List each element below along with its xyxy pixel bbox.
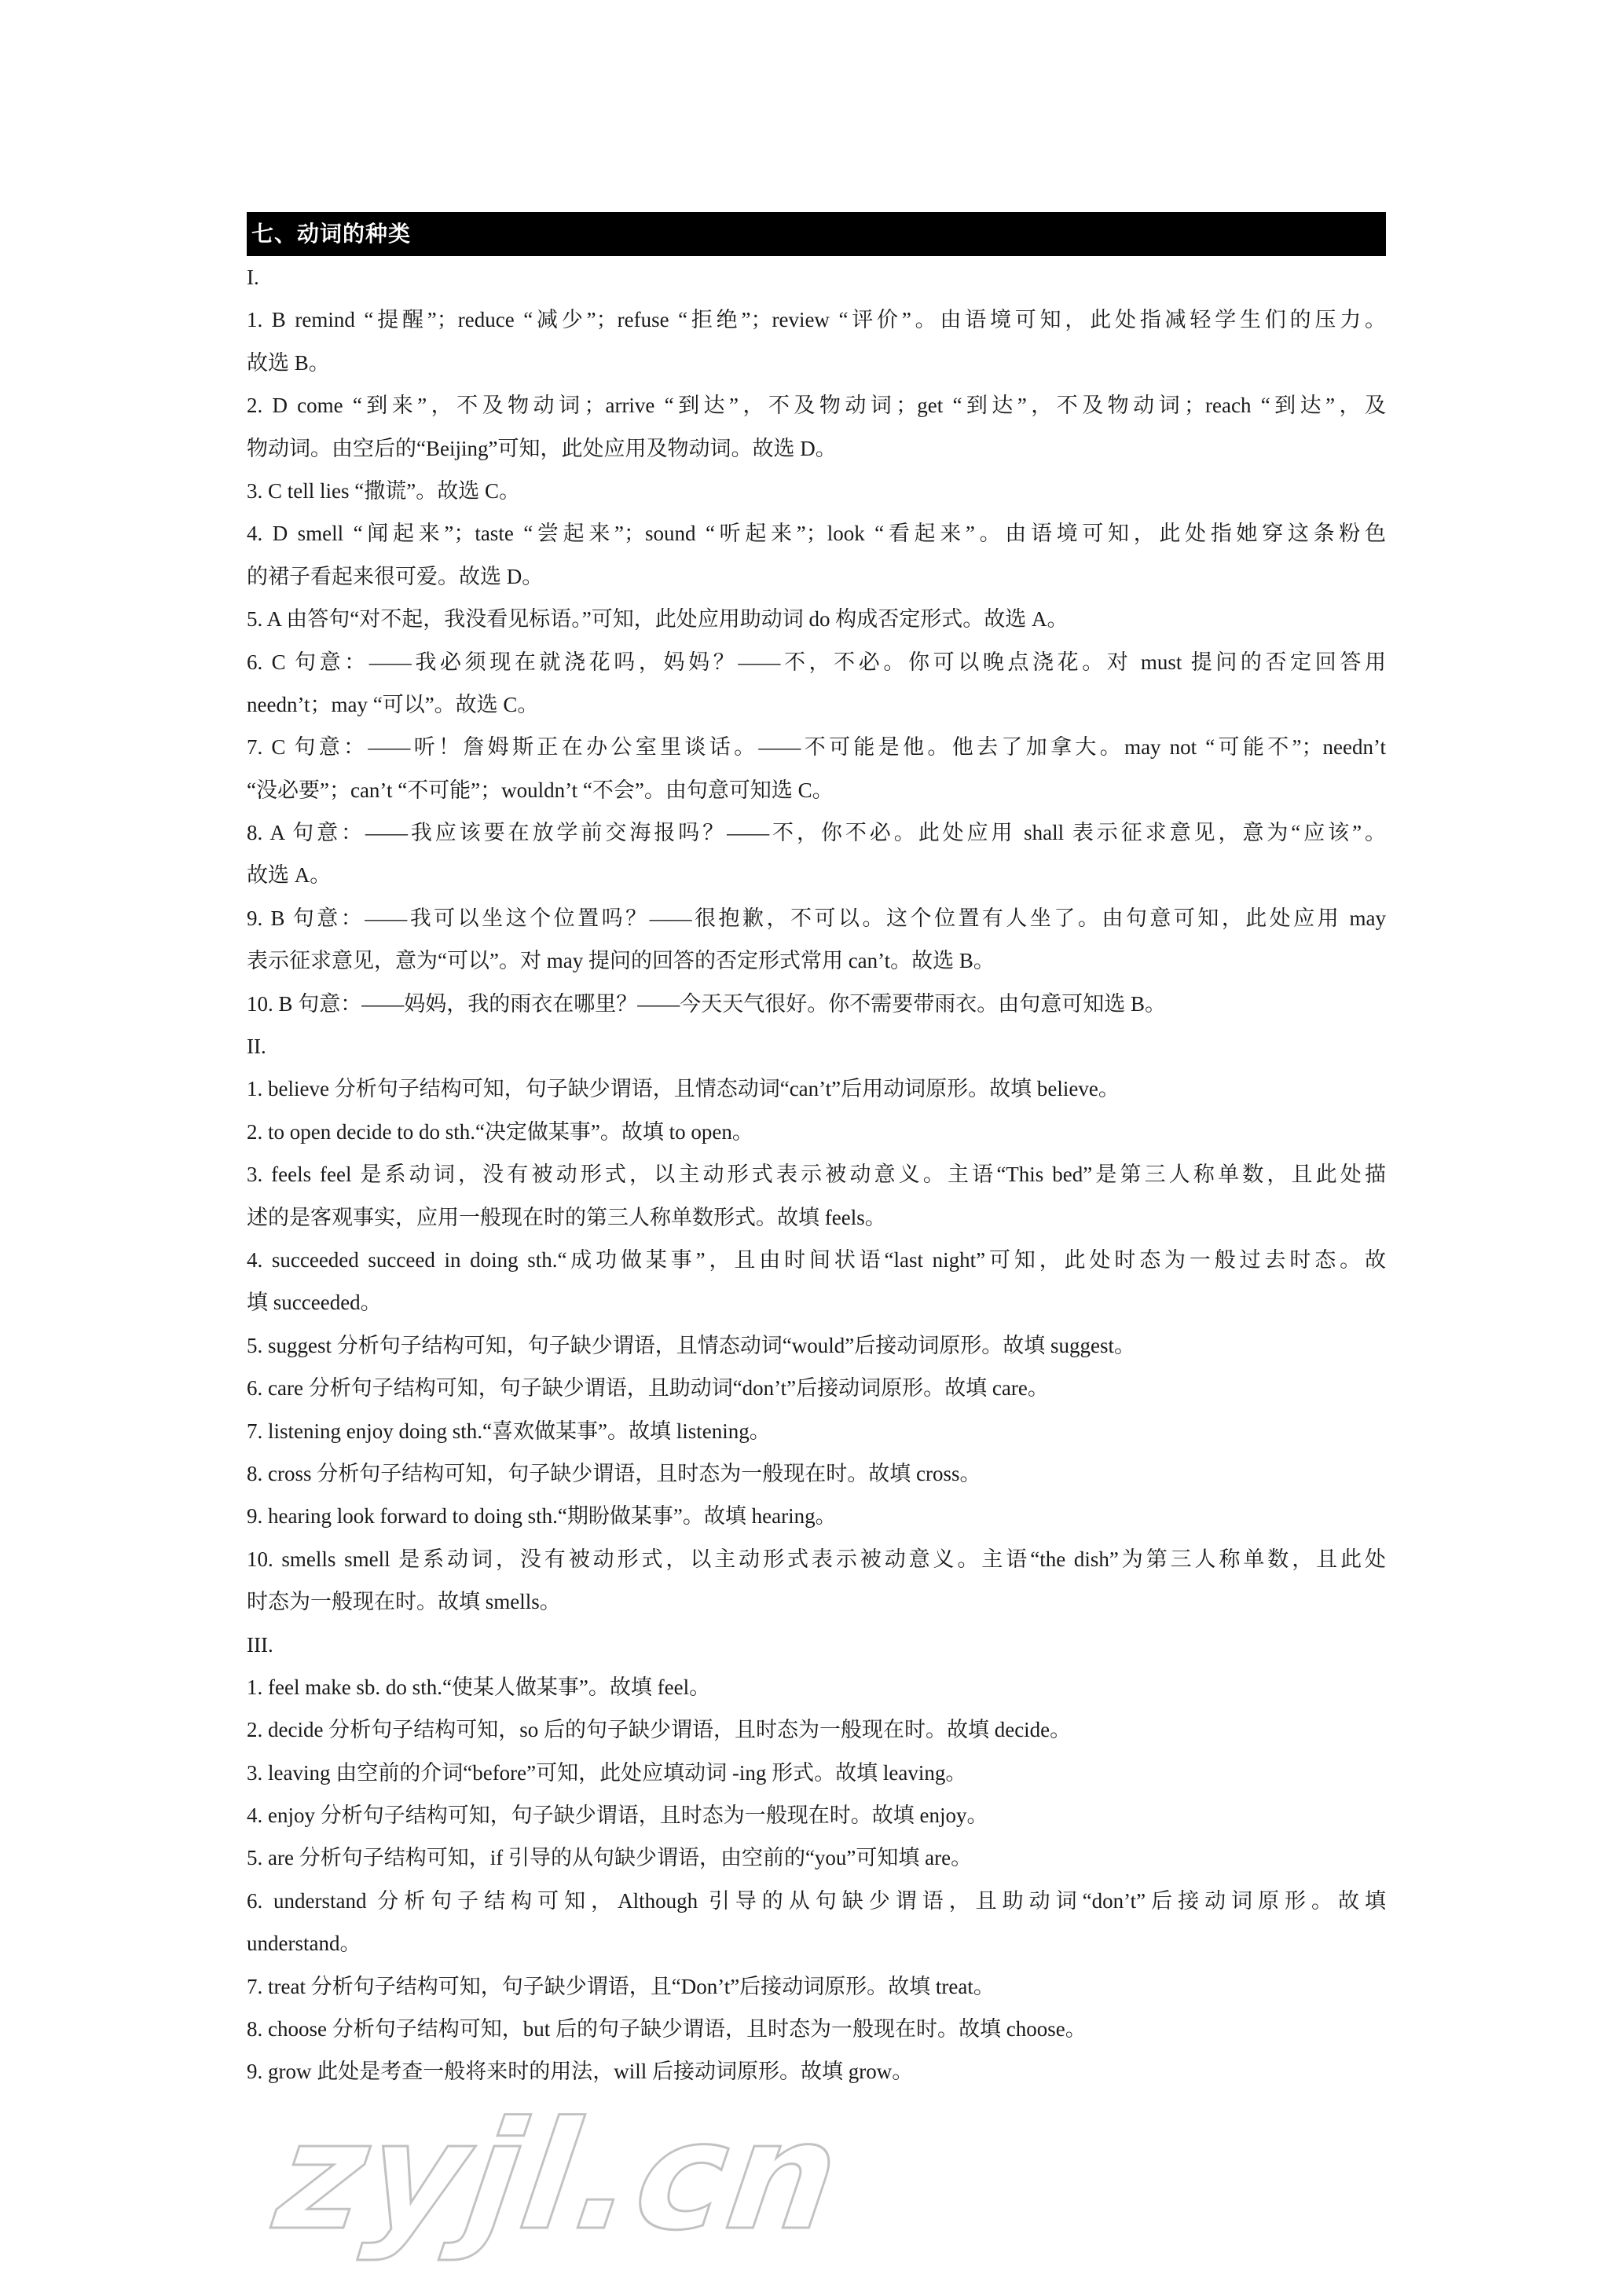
text-line: 2. to open decide to do sth.“决定做某事”。故填 to open。: [247, 1119, 753, 1144]
text-line: III.: [247, 1632, 273, 1657]
text-line: 5. A 由答句“对不起，我没看见标语。”可知，此处应用助动词 do 构成否定形式。故选 A。: [247, 607, 1069, 632]
text-line: 2. decide 分析句子结构可知，so 后的句子缺少谓语，且时态为一般现在时。故填 decide。: [247, 1718, 1072, 1742]
text-line: 3. feels feel 是系动词，没有被动形式，以主动形式表示被动意义。主语“This bed”是第三人称单数，且此处描: [247, 1163, 1386, 1187]
answer-lines: [247, 256, 1386, 2093]
text-line: 故选 B。: [247, 350, 330, 375]
text-line: 物动词。由空后的“Beijing”可知，此处应用及物动词。故选 D。: [247, 436, 837, 460]
text-line: “没必要”；can’t “不可能”；wouldn’t “不会”。由句意可知选 C。: [247, 778, 834, 802]
text-line: 6. care 分析句子结构可知，句子缺少谓语，且助动词“don’t”后接动词原形。故填 care。: [247, 1376, 1049, 1401]
text-line: 的裙子看起来很可爱。故选 D。: [247, 564, 544, 588]
text-line: 7. treat 分析句子结构可知，句子缺少谓语，且“Don’t”后接动词原形。故填 treat。: [247, 1974, 995, 1998]
text-line: 10. smells smell 是系动词，没有被动形式，以主动形式表示被动意义。主语“the dish”为第三人称单数，且此处: [247, 1547, 1386, 1571]
text-line: 表示征求意见，意为“可以”。对 may 提问的回答的否定形式常用 can’t。故选 B。: [247, 949, 995, 973]
text-line: 9. B 句意：——我可以坐这个位置吗？——很抱歉，不可以。这个位置有人坐了。由句意可知，此处应用 may: [247, 906, 1386, 930]
text-line: 5. are 分析句子结构可知，if 引导的从句缺少谓语，由空前的“you”可知填 are。: [247, 1846, 973, 1870]
text-line: 8. choose 分析句子结构可知，but 后的句子缺少谓语，且时态为一般现在时。故填 choose。: [247, 2017, 1087, 2041]
section-header: 七、动词的种类: [247, 212, 1386, 256]
text-line: 3. C tell lies “撒谎”。故选 C。: [247, 478, 520, 503]
text-line: 7. listening enjoy doing sth.“喜欢做某事”。故填 listening。: [247, 1419, 771, 1443]
text-line: 4. enjoy 分析句子结构可知，句子缺少谓语，且时态为一般现在时。故填 enjoy。: [247, 1803, 988, 1828]
text-line: 8. A 句意：——我应该要在放学前交海报吗？——不，你不必。此处应用 shall 表示征求意见，意为“应该”。: [247, 821, 1386, 845]
text-line: 4. D smell “闻起来”；taste “尝起来”；sound “听起来”；look “看起来”。由语境可知，此处指她穿这条粉色: [247, 522, 1386, 546]
watermark-logo: zyjl.cn: [266, 2089, 852, 2263]
text-line: 9. grow 此处是考查一般将来时的用法，will 后接动词原形。故填 grow。: [247, 2060, 914, 2084]
text-line: 3. leaving 由空前的介词“before”可知，此处应填动词 -ing 形式。故填 leaving。: [247, 1760, 967, 1785]
text-line: I.: [247, 265, 259, 289]
text-line: II.: [247, 1034, 266, 1059]
text-line: 时态为一般现在时。故填 smells。: [247, 1590, 561, 1614]
text-line: 6. C 句意：——我必须现在就浇花吗，妈妈？——不，不必。你可以晚点浇花。对 must 提问的否定回答用: [247, 650, 1386, 674]
text-line: understand。: [247, 1932, 361, 1956]
text-line: 7. C 句意：——听！詹姆斯正在办公室里谈话。——不可能是他。他去了加拿大。may not “可能不”；needn’t: [247, 735, 1386, 760]
text-line: 9. hearing look forward to doing sth.“期盼做某事”。故填 hearing。: [247, 1504, 837, 1529]
text-line: 1. B remind “提醒”；reduce “减少”；refuse “拒绝”；review “评价”。由语境可知，此处指减轻学生们的压力。: [247, 308, 1386, 332]
text-line: 述的是客观事实，应用一般现在时的第三人称单数形式。故填 feels。: [247, 1205, 886, 1229]
text-line: 10. B 句意：——妈妈，我的雨衣在哪里？——今天天气很好。你不需要带雨衣。由句意可知选 B。: [247, 991, 1167, 1016]
document-body: [247, 212, 1386, 2093]
text-line: 1. believe 分析句子结构可知，句子缺少谓语，且情态动词“can’t”后用动词原形。故填 believe。: [247, 1077, 1120, 1101]
text-line: 8. cross 分析句子结构可知，句子缺少谓语，且时态为一般现在时。故填 cross。: [247, 1461, 981, 1485]
text-line: 2. D come “到来”，不及物动词；arrive “到达”，不及物动词；get “到达”，不及物动词；reach “到达”，及: [247, 394, 1386, 418]
text-line: 5. suggest 分析句子结构可知，句子缺少谓语，且情态动词“would”后接动词原形。故填 suggest。: [247, 1333, 1135, 1357]
text-line: 故选 A。: [247, 863, 332, 888]
text-line: 1. feel make sb. do sth.“使某人做某事”。故填 feel。: [247, 1675, 711, 1699]
text-line: 4. succeeded succeed in doing sth.“成功做某事”，且由时间状语“last night”可知，此处时态为一般过去时态。故: [247, 1247, 1386, 1272]
text-line: needn’t；may “可以”。故选 C。: [247, 692, 539, 716]
text-line: 填 succeeded。: [247, 1291, 382, 1315]
text-line: 6. understand 分析句子结构可知，Although 引导的从句缺少谓语，且助动词“don’t”后接动词原形。故填: [247, 1888, 1386, 1913]
